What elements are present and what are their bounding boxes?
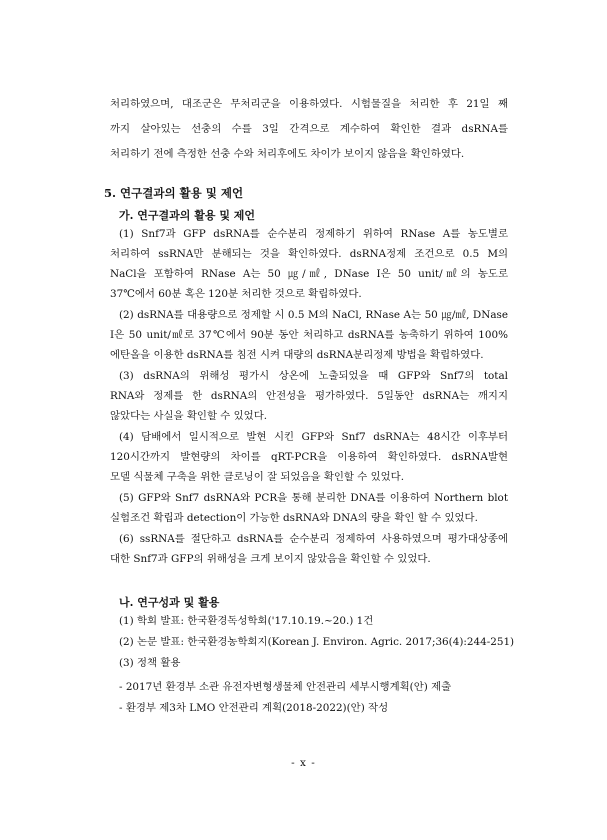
list-item: - 2017년 환경부 소관 유전자변형생물체 안전관리 세부시행계획(안) 제출 [119, 681, 452, 693]
body-line: RNA와 정제를 한 dsRNA의 안전성을 평가하였다. 5일동안 dsRNA는 깨지지 [110, 390, 508, 402]
body-line: 까지 살아있는 선충의 수를 3일 간격으로 계수하여 확인한 결과 dsRNA를 [110, 123, 508, 135]
body-line: 처리하기 전에 측정한 선충 수와 처리후에도 차이가 보이지 않음을 확인하였다. [110, 148, 465, 160]
list-item: (1) 학회 발표: 한국환경독성학회('17.10.19.~20.) 1건 [119, 615, 374, 627]
body-line: NaCl을 포함하여 RNase A는 50 ㎍/㎖, DNase I은 50 unit/㎖의 농도로 [110, 268, 508, 280]
body-line: 모델 식물체 구축을 위한 클로닝이 잘 되었음을 확인할 수 있었다. [110, 471, 404, 483]
body-line: 처리하여 ssRNA만 분해되는 것을 확인하였다. dsRNA정제 조건으로 0.5 M의 [110, 248, 508, 260]
section-heading: 5. 연구결과의 활용 및 제언 [104, 186, 244, 200]
body-line: (4) 담배에서 일시적으로 발현 시킨 GFP와 Snf7 dsRNA는 48시간 이후부터 [119, 431, 508, 443]
body-line: I은 50 unit/㎖로 37℃에서 90분 동안 처리하고 dsRNA를 농축하기 위하여 100% [110, 329, 508, 341]
list-item: (2) 논문 발표: 한국환경농학회지(Korean J. Environ. Agric. 2017;36(4):244-251) [119, 636, 515, 648]
page-number: - x - [291, 757, 316, 769]
body-line: 처리하였으며, 대조군은 무처리군을 이용하였다. 시험물질을 처리한 후 21일 째 [110, 98, 508, 110]
list-item: - 환경부 제3차 LMO 안전관리 계획(2018-2022)(안) 작성 [119, 702, 389, 714]
body-line: 대한 Snf7과 GFP의 위해성을 크게 보이지 않았음을 확인할 수 있었다. [110, 553, 431, 565]
body-line: (1) Snf7과 GFP dsRNA를 순수분리 정제하기 위하여 RNase A를 농도별로 [119, 228, 508, 240]
body-line: (6) ssRNA를 절단하고 dsRNA를 순수분리 정제하여 사용하였으며 평가대상종에 [119, 533, 508, 545]
body-line: 않았다는 사실을 확인할 수 있었다. [110, 410, 268, 422]
body-line: 에탄올을 이용한 dsRNA를 침전 시켜 대량의 dsRNA분리정제 방법을 확립하였다. [110, 349, 484, 361]
subsection-heading: 가. 연구결과의 활용 및 제언 [119, 209, 256, 222]
body-line: (2) dsRNA를 대용량으로 정제할 시 0.5 M의 NaCl, RNase A는 50 ㎍/㎖, DNase [119, 309, 508, 321]
body-line: 120시간까지 발현량의 차이를 qRT-PCR을 이용하여 확인하였다. dsRNA발현 [110, 451, 508, 463]
subsection-heading: 나. 연구성과 및 활용 [119, 596, 220, 609]
list-item: (3) 정책 활용 [119, 657, 181, 669]
body-line: (5) GFP와 Snf7 dsRNA와 PCR을 통해 분리한 DNA를 이용하여 Northern blot [119, 492, 508, 504]
body-line: 실험조건 확립과 detection이 가능한 dsRNA와 DNA의 량을 확인 할 수 있었다. [110, 512, 478, 524]
body-line: (3) dsRNA의 위해성 평가시 상온에 노출되었을 때 GFP와 Snf7의 total [119, 370, 508, 382]
body-line: 37℃에서 60분 혹은 120분 처리한 것으로 확립하였다. [110, 288, 362, 300]
